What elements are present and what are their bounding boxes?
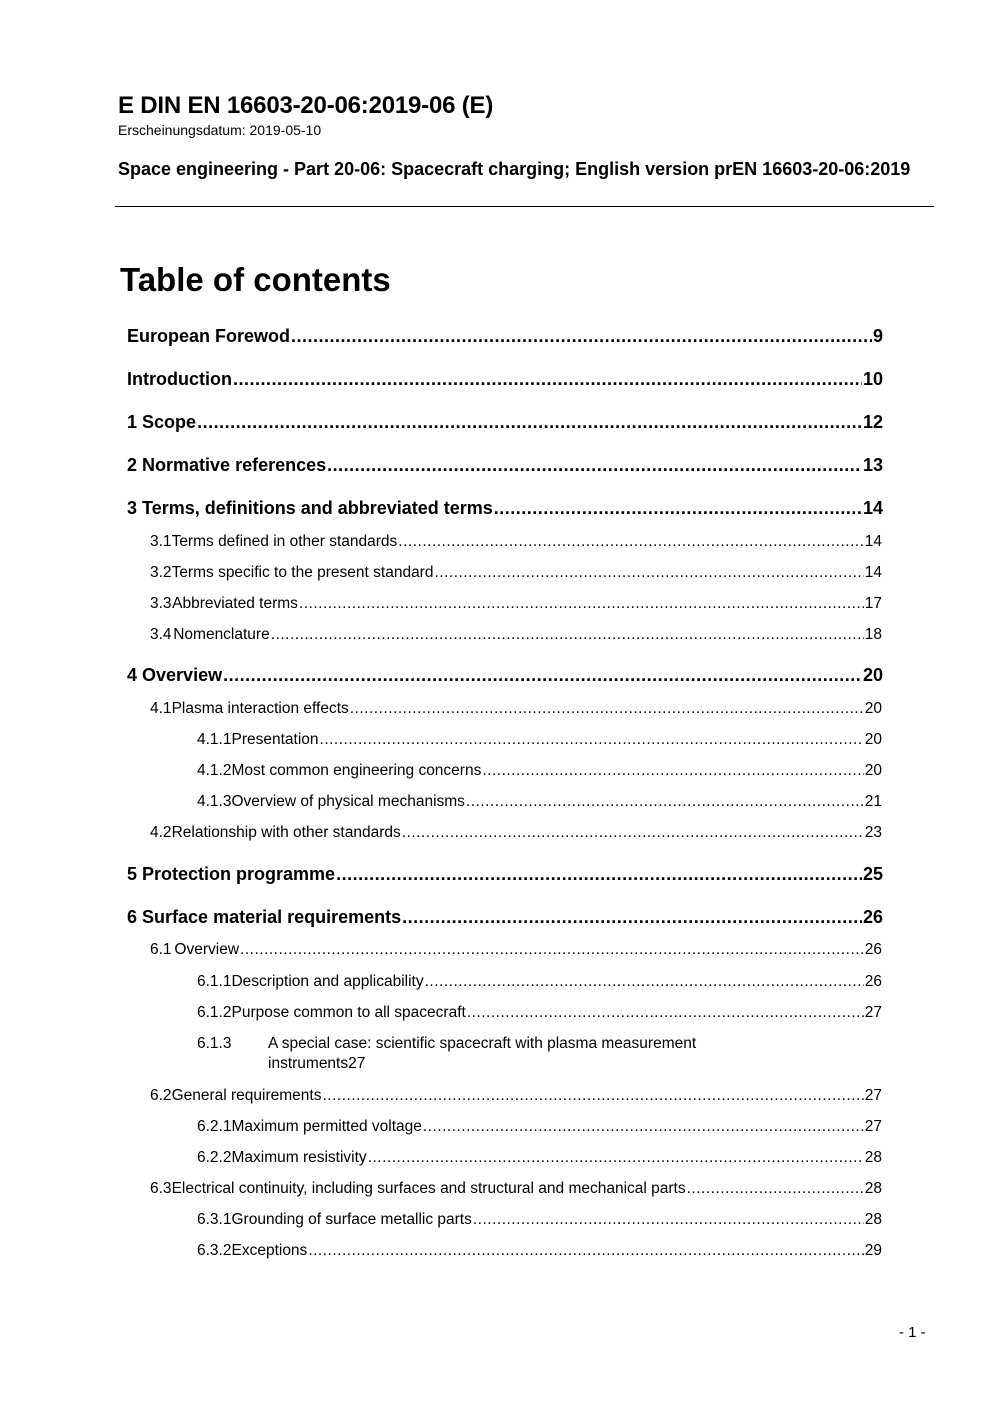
toc-entry-page: 20 [864,762,882,779]
toc-entry-label: Maximum permitted voltage [231,1118,422,1135]
leader-dots [425,973,864,991]
leader-dots [271,626,864,644]
toc-entry-page: 25 [862,864,883,884]
toc-entry-number: 4.2 [150,824,172,841]
toc-entry-number: 6.2.1 [197,1118,232,1135]
toc-entry-number: 3 [127,498,138,518]
leader-dots [423,1118,864,1136]
leader-dots [466,793,864,811]
toc-entry-4-1-3[interactable] [197,793,882,811]
toc-entry-page: 14 [862,498,883,518]
toc-entry-number: 4.1 [150,700,172,717]
toc-entry-label: General requirements [171,1087,322,1104]
toc-entry-4-2[interactable] [150,824,882,842]
leader-dots [197,412,862,433]
toc-entry-page: 27 [864,1087,882,1104]
toc-entry-number: 1 [127,412,138,432]
toc-entry-number: 6.1.3 [197,1035,232,1052]
toc-entry-label: Overview [142,665,223,685]
leader-dots [350,700,864,718]
toc-entry-page: 28 [864,1180,882,1197]
toc-entry-label: Surface material requirements [142,907,402,927]
toc-entry-scope[interactable] [127,412,883,433]
toc-entry-3-2[interactable] [150,564,882,582]
toc-entry-page: 26 [862,907,883,927]
toc-entry-number: 3.4 [150,626,172,643]
leader-dots [308,1242,863,1260]
toc-entry-overview[interactable] [127,665,883,686]
toc-entry-page: 27 [864,1118,882,1135]
toc-entry-label: Abbreviated terms [172,595,298,612]
toc-entry-number: 6.2.2 [197,1149,232,1166]
toc-entry-protection-programme[interactable] [127,864,883,885]
toc-entry-number: 6.3 [150,1180,172,1197]
toc-entry-terms-definitions[interactable] [127,498,883,519]
toc-entry-number: 6.1.2 [197,1004,232,1021]
toc-entry-label: Exceptions [231,1242,308,1259]
toc-entry-page: 10 [862,369,883,389]
leader-dots [687,1180,864,1198]
toc-entry-label: Maximum resistivity [231,1149,367,1166]
page-number: - 1 - [899,1324,926,1341]
toc-entry-page: 26 [864,941,882,958]
toc-entry-label: Most common engineering concerns [231,762,482,779]
toc-entry-number: 2 [127,455,138,475]
toc-entry-6-1-2[interactable] [197,1004,882,1022]
toc-entry-number: 4.1.3 [197,793,232,810]
toc-entry-page: 27 [864,1004,882,1021]
toc-entry-normative-references[interactable] [127,455,883,476]
toc-entry-page: 20 [864,700,882,717]
leader-dots [240,941,864,959]
toc-entry-3-4[interactable] [150,626,882,644]
toc-entry-number: 4.1.2 [197,762,232,779]
toc-entry-label: Terms specific to the present standard [171,564,434,581]
toc-entry-label-continued: instruments [268,1055,349,1072]
toc-entry-label: European Forewod [127,326,291,346]
toc-entry-number: 6.3.2 [197,1242,232,1259]
leader-dots [320,731,864,749]
toc-entry-number: 6.3.1 [197,1211,232,1228]
toc-entry-label: Electrical continuity, including surfaces and structural and mechanical parts [171,1180,686,1197]
title-divider [115,206,934,207]
toc-entry-4-1[interactable] [150,700,882,718]
toc-entry-label: Overview [174,941,240,958]
document-id: E DIN EN 16603-20-06:2019-06 (E) [118,92,494,119]
leader-dots [473,1211,864,1229]
leader-dots [291,326,872,347]
toc-entry-number: 6.2 [150,1087,172,1104]
toc-entry-page: 26 [864,973,882,990]
toc-entry-page: 12 [862,412,883,432]
toc-entry-number: 6 [127,907,138,927]
toc-entry-page: 29 [864,1242,882,1259]
document-title: Space engineering - Part 20-06: Spacecraft charging; English version prEN 16603-20-06:2019 [118,159,911,179]
leader-dots [402,824,864,842]
leader-dots [322,1087,863,1105]
toc-entry-6-3-1[interactable] [197,1211,882,1229]
toc-entry-number: 4 [127,665,138,685]
leader-dots [233,369,862,390]
toc-entry-introduction[interactable] [127,369,883,390]
toc-heading: Table of contents [120,261,391,298]
publication-date: Erscheinungsdatum: 2019-05-10 [118,122,322,138]
toc-entry-number: 4.1.1 [197,731,232,748]
toc-entry-number: 3.2 [150,564,172,581]
toc-entry-page: 18 [864,626,882,643]
toc-entry-page: 23 [864,824,882,841]
toc-entry-number: 3.3 [150,595,172,612]
toc-entry-number: 6.1 [150,941,172,958]
toc-entry-page: 14 [864,533,882,550]
leader-dots [336,864,862,885]
toc-entry-label: Presentation [231,731,319,748]
toc-entry-label: Grounding of surface metallic parts [231,1211,472,1228]
toc-entry-page: 20 [862,665,883,685]
toc-entry-6-1[interactable] [150,941,882,959]
leader-dots [398,533,863,551]
toc-entry-label: Normative references [142,455,327,475]
toc-entry-label: Scope [142,412,197,432]
leader-dots [299,595,864,613]
toc-entry-label: Terms, definitions and abbreviated terms [142,498,493,518]
leader-dots [434,564,863,582]
toc-entry-6-2-2[interactable] [197,1149,882,1167]
toc-entry-label: Description and applicability [231,973,424,990]
leader-dots [223,665,862,686]
leader-dots [368,1149,864,1167]
toc-entry-number: 5 [127,864,138,884]
toc-entry-page: 13 [862,455,883,475]
toc-entry-label: Overview of physical mechanisms [231,793,465,810]
toc-entry-page: 27 [348,1055,366,1072]
toc-entry-label: Relationship with other standards [171,824,401,841]
toc-entry-page: 9 [872,326,883,346]
toc-entry-3-1[interactable] [150,533,882,551]
toc-entry-6-1-1[interactable] [197,973,882,991]
toc-entry-label: Protection programme [142,864,336,884]
toc-entry-6-2[interactable] [150,1087,882,1105]
toc-entry-6-2-1[interactable] [197,1118,882,1136]
toc-entry-number: 3.1 [150,533,172,550]
leader-dots [327,455,862,476]
toc-entry-number: 6.1.1 [197,973,232,990]
toc-entry-6-3-2[interactable] [197,1242,882,1260]
toc-entry-surface-material-requirements[interactable] [127,907,883,928]
toc-entry-page: 20 [864,731,882,748]
leader-dots [482,762,863,780]
toc-entry-label: Purpose common to all spacecraft [231,1004,466,1021]
toc-entry-label: A special case: scientific spacecraft with plasma measurement [268,1035,697,1052]
toc-entry-label: Nomenclature [173,626,270,643]
toc-entry-label: Terms defined in other standards [171,533,398,550]
toc-entry-page: 28 [864,1149,882,1166]
toc-entry-label: Introduction [127,369,232,389]
toc-entry-page: 21 [864,793,882,810]
toc-entry-4-1-1[interactable] [197,731,882,749]
toc-entry-4-1-2[interactable] [197,762,882,780]
leader-dots [402,907,862,928]
toc-entry-6-3[interactable] [150,1180,882,1198]
toc-entry-3-3[interactable] [150,595,882,613]
toc-entry-label: Plasma interaction effects [171,700,349,717]
toc-entry-page: 28 [864,1211,882,1228]
toc-entry-page: 17 [864,595,882,612]
toc-entry-european-foreword[interactable] [127,326,883,347]
leader-dots [467,1004,864,1022]
toc-entry-page: 14 [864,564,882,581]
leader-dots [494,498,862,519]
